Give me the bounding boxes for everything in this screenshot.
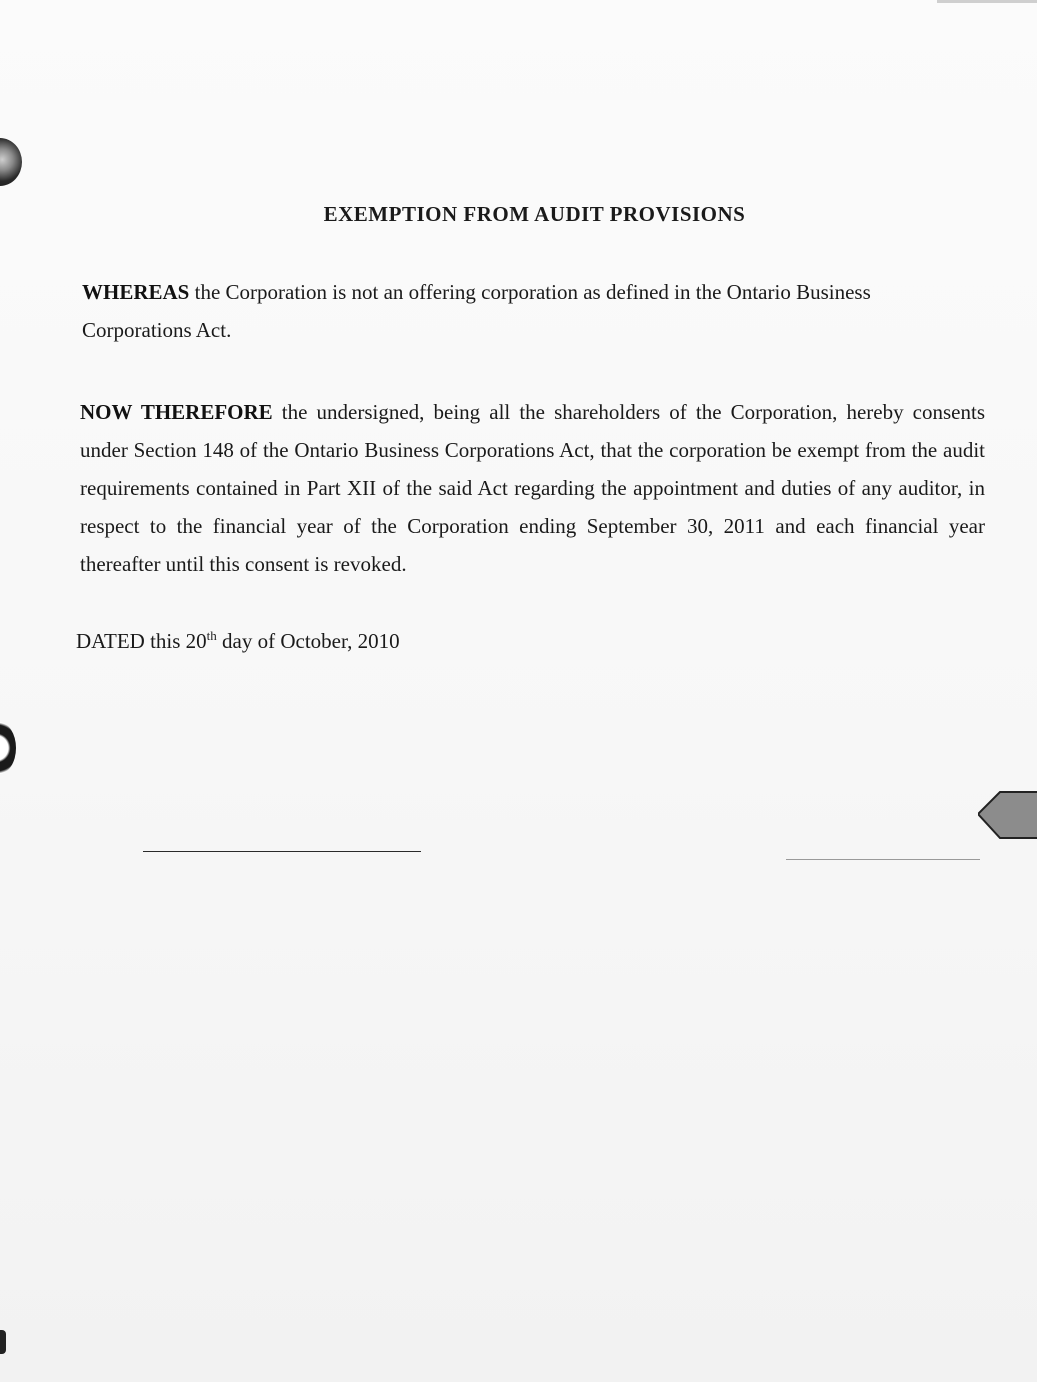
sign-here-tab-icon	[978, 790, 1037, 840]
dated-line	[76, 628, 400, 654]
binder-hole-bottom	[0, 1330, 6, 1354]
whereas-lead: WHEREAS	[82, 280, 190, 304]
dated-ordinal: th	[206, 628, 217, 643]
binder-hole-top	[0, 138, 22, 186]
whereas-paragraph	[82, 273, 954, 349]
dated-prefix: DATED this 20	[76, 629, 207, 653]
signature-line-right	[786, 859, 980, 860]
signature-line-left	[143, 851, 421, 852]
now-therefore-paragraph	[80, 393, 985, 583]
now-therefore-text: the undersigned, being all the shareholders of the Corporation, hereby consents under Section 148 of the Ontario Business Corporations Act, that the corporation be exempt from the audit requirements contained in Part XII of the said Act regarding the appointment and duties of any auditor, in respect to the financial year of the Corporation ending September 30, 2011 and each financial year thereafter until this consent is revoked.	[80, 400, 985, 576]
whereas-text: the Corporation is not an offering corporation as defined in the Ontario Business Corporations Act.	[82, 280, 871, 342]
document-title: EXEMPTION FROM AUDIT PROVISIONS	[323, 202, 746, 226]
binder-hole-middle	[0, 722, 16, 774]
page-edge	[937, 0, 1037, 3]
dated-suffix: day of October, 2010	[216, 629, 400, 653]
now-therefore-lead: NOW THEREFORE	[80, 400, 273, 424]
